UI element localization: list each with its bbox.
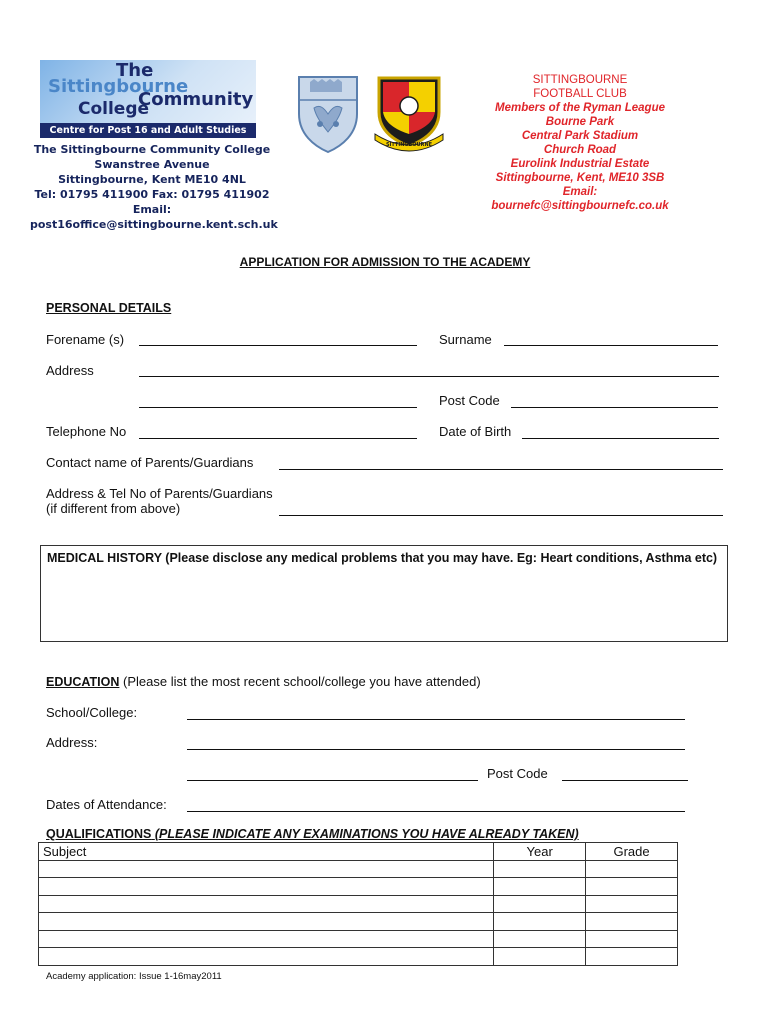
college-address xyxy=(30,142,278,232)
contact-address-field[interactable] xyxy=(279,515,723,516)
club-name-line: FOOTBALL CLUB xyxy=(533,88,627,100)
education-note: (Please list the most recent school/college you have attended) xyxy=(119,674,481,689)
address-field-line-1[interactable] xyxy=(139,376,719,377)
subject-cell[interactable] xyxy=(39,930,494,948)
dob-label: Date of Birth xyxy=(439,424,512,439)
education-postcode-field[interactable] xyxy=(562,780,688,781)
forename-field[interactable] xyxy=(139,345,417,346)
subject-column-header: Subject xyxy=(39,843,494,861)
contact-name-label: Contact name of Parents/Guardians xyxy=(46,455,254,470)
year-cell[interactable] xyxy=(494,948,586,966)
club-detail-line: Sittingbourne, Kent, ME10 3SB xyxy=(495,172,665,184)
table-row xyxy=(39,930,678,948)
club-detail-line: Eurolink Industrial Estate xyxy=(510,158,650,170)
table-row xyxy=(39,878,678,896)
qualifications-heading-row xyxy=(46,827,579,841)
grade-cell[interactable] xyxy=(586,948,678,966)
grade-column-header: Grade xyxy=(586,843,678,861)
subject-cell[interactable] xyxy=(39,860,494,878)
club-name-line: SITTINGBOURNE xyxy=(532,74,628,86)
dob-field[interactable] xyxy=(522,438,719,439)
year-column-header: Year xyxy=(494,843,586,861)
dates-field[interactable] xyxy=(187,811,685,812)
college-email: post16office@sittingbourne.kent.sch.uk xyxy=(30,218,278,231)
qualifications-table xyxy=(38,842,678,966)
grade-cell[interactable] xyxy=(586,860,678,878)
club-crest-ribbon-text: SITTINGBOURNE xyxy=(385,142,433,148)
education-postcode-label: Post Code xyxy=(487,766,548,781)
school-label: School/College: xyxy=(46,705,138,720)
subject-cell[interactable] xyxy=(39,913,494,931)
college-address-line: Email: xyxy=(132,203,172,216)
contact-name-field[interactable] xyxy=(279,469,723,470)
logo-bar: Centre for Post 16 and Adult Studies xyxy=(40,123,256,138)
medical-history-text: MEDICAL HISTORY (Please disclose any medical problems that you may have. Eg: Heart conditions, Asthma etc) xyxy=(47,551,718,565)
club-detail-line: Members of the Ryman League xyxy=(495,102,665,114)
postcode-label: Post Code xyxy=(439,393,500,408)
club-detail-line: Bourne Park xyxy=(545,116,615,128)
table-header-row xyxy=(39,843,678,861)
college-address-line: Swanstree Avenue xyxy=(94,158,210,171)
club-detail-line: Central Park Stadium xyxy=(521,130,639,142)
subject-cell[interactable] xyxy=(39,948,494,966)
forename-label: Forename (s) xyxy=(46,332,125,347)
logo-text-community: Community xyxy=(138,89,254,110)
year-cell[interactable] xyxy=(494,913,586,931)
education-heading-row xyxy=(46,674,481,689)
grade-cell[interactable] xyxy=(586,913,678,931)
year-cell[interactable] xyxy=(494,860,586,878)
grade-cell[interactable] xyxy=(586,895,678,913)
medical-history-box[interactable] xyxy=(40,545,728,642)
logo-text-college: College xyxy=(78,99,150,119)
education-address-field-line-1[interactable] xyxy=(187,749,685,750)
club-detail-line: Email: xyxy=(562,186,598,198)
table-row xyxy=(39,913,678,931)
surname-label: Surname xyxy=(439,332,492,347)
personal-details-heading: PERSONAL DETAILS xyxy=(46,301,172,315)
qualifications-note: (PLEASE INDICATE ANY EXAMINATIONS YOU HAVE ALREADY TAKEN) xyxy=(154,827,579,841)
year-cell[interactable] xyxy=(494,878,586,896)
table-row xyxy=(39,948,678,966)
subject-cell[interactable] xyxy=(39,895,494,913)
school-field[interactable] xyxy=(187,719,685,720)
grade-cell[interactable] xyxy=(586,878,678,896)
footer-text: Academy application: Issue 1-16may2011 xyxy=(46,971,222,982)
surname-field[interactable] xyxy=(504,345,718,346)
logo-text-sittingbourne: Sittingbourne xyxy=(48,76,189,97)
college-address-line: Sittingbourne, Kent ME10 4NL xyxy=(58,173,246,186)
table-row xyxy=(39,860,678,878)
contact-address-label: Address & Tel No of Parents/Guardians xyxy=(46,486,273,501)
table-row xyxy=(39,895,678,913)
club-email: bournefc@sittingbournefc.co.uk xyxy=(491,200,669,212)
contact-address-note: (if different from above) xyxy=(46,501,181,516)
college-address-line: The Sittingbourne Community College xyxy=(33,143,271,156)
telephone-field[interactable] xyxy=(139,438,417,439)
address-field-line-2[interactable] xyxy=(139,407,417,408)
year-cell[interactable] xyxy=(494,930,586,948)
subject-cell[interactable] xyxy=(39,878,494,896)
football-club-crest-icon xyxy=(373,74,445,154)
education-address-field-line-2[interactable] xyxy=(187,780,478,781)
year-cell[interactable] xyxy=(494,895,586,913)
dates-label: Dates of Attendance: xyxy=(46,797,167,812)
college-crest-icon xyxy=(296,74,360,154)
college-logo xyxy=(40,60,256,138)
club-detail-line: Church Road xyxy=(543,144,617,156)
education-address-label: Address: xyxy=(46,735,98,750)
address-label: Address xyxy=(46,363,94,378)
education-heading: EDUCATION xyxy=(46,675,120,689)
postcode-field[interactable] xyxy=(511,407,718,408)
form-title: APPLICATION FOR ADMISSION TO THE ACADEMY xyxy=(239,255,531,269)
college-address-line: Tel: 01795 411900 Fax: 01795 411902 xyxy=(34,188,270,201)
telephone-label: Telephone No xyxy=(46,424,127,439)
logo-text-the: The xyxy=(116,60,154,81)
club-address xyxy=(490,73,670,213)
grade-cell[interactable] xyxy=(586,930,678,948)
qualifications-heading: QUALIFICATIONS xyxy=(46,827,152,841)
